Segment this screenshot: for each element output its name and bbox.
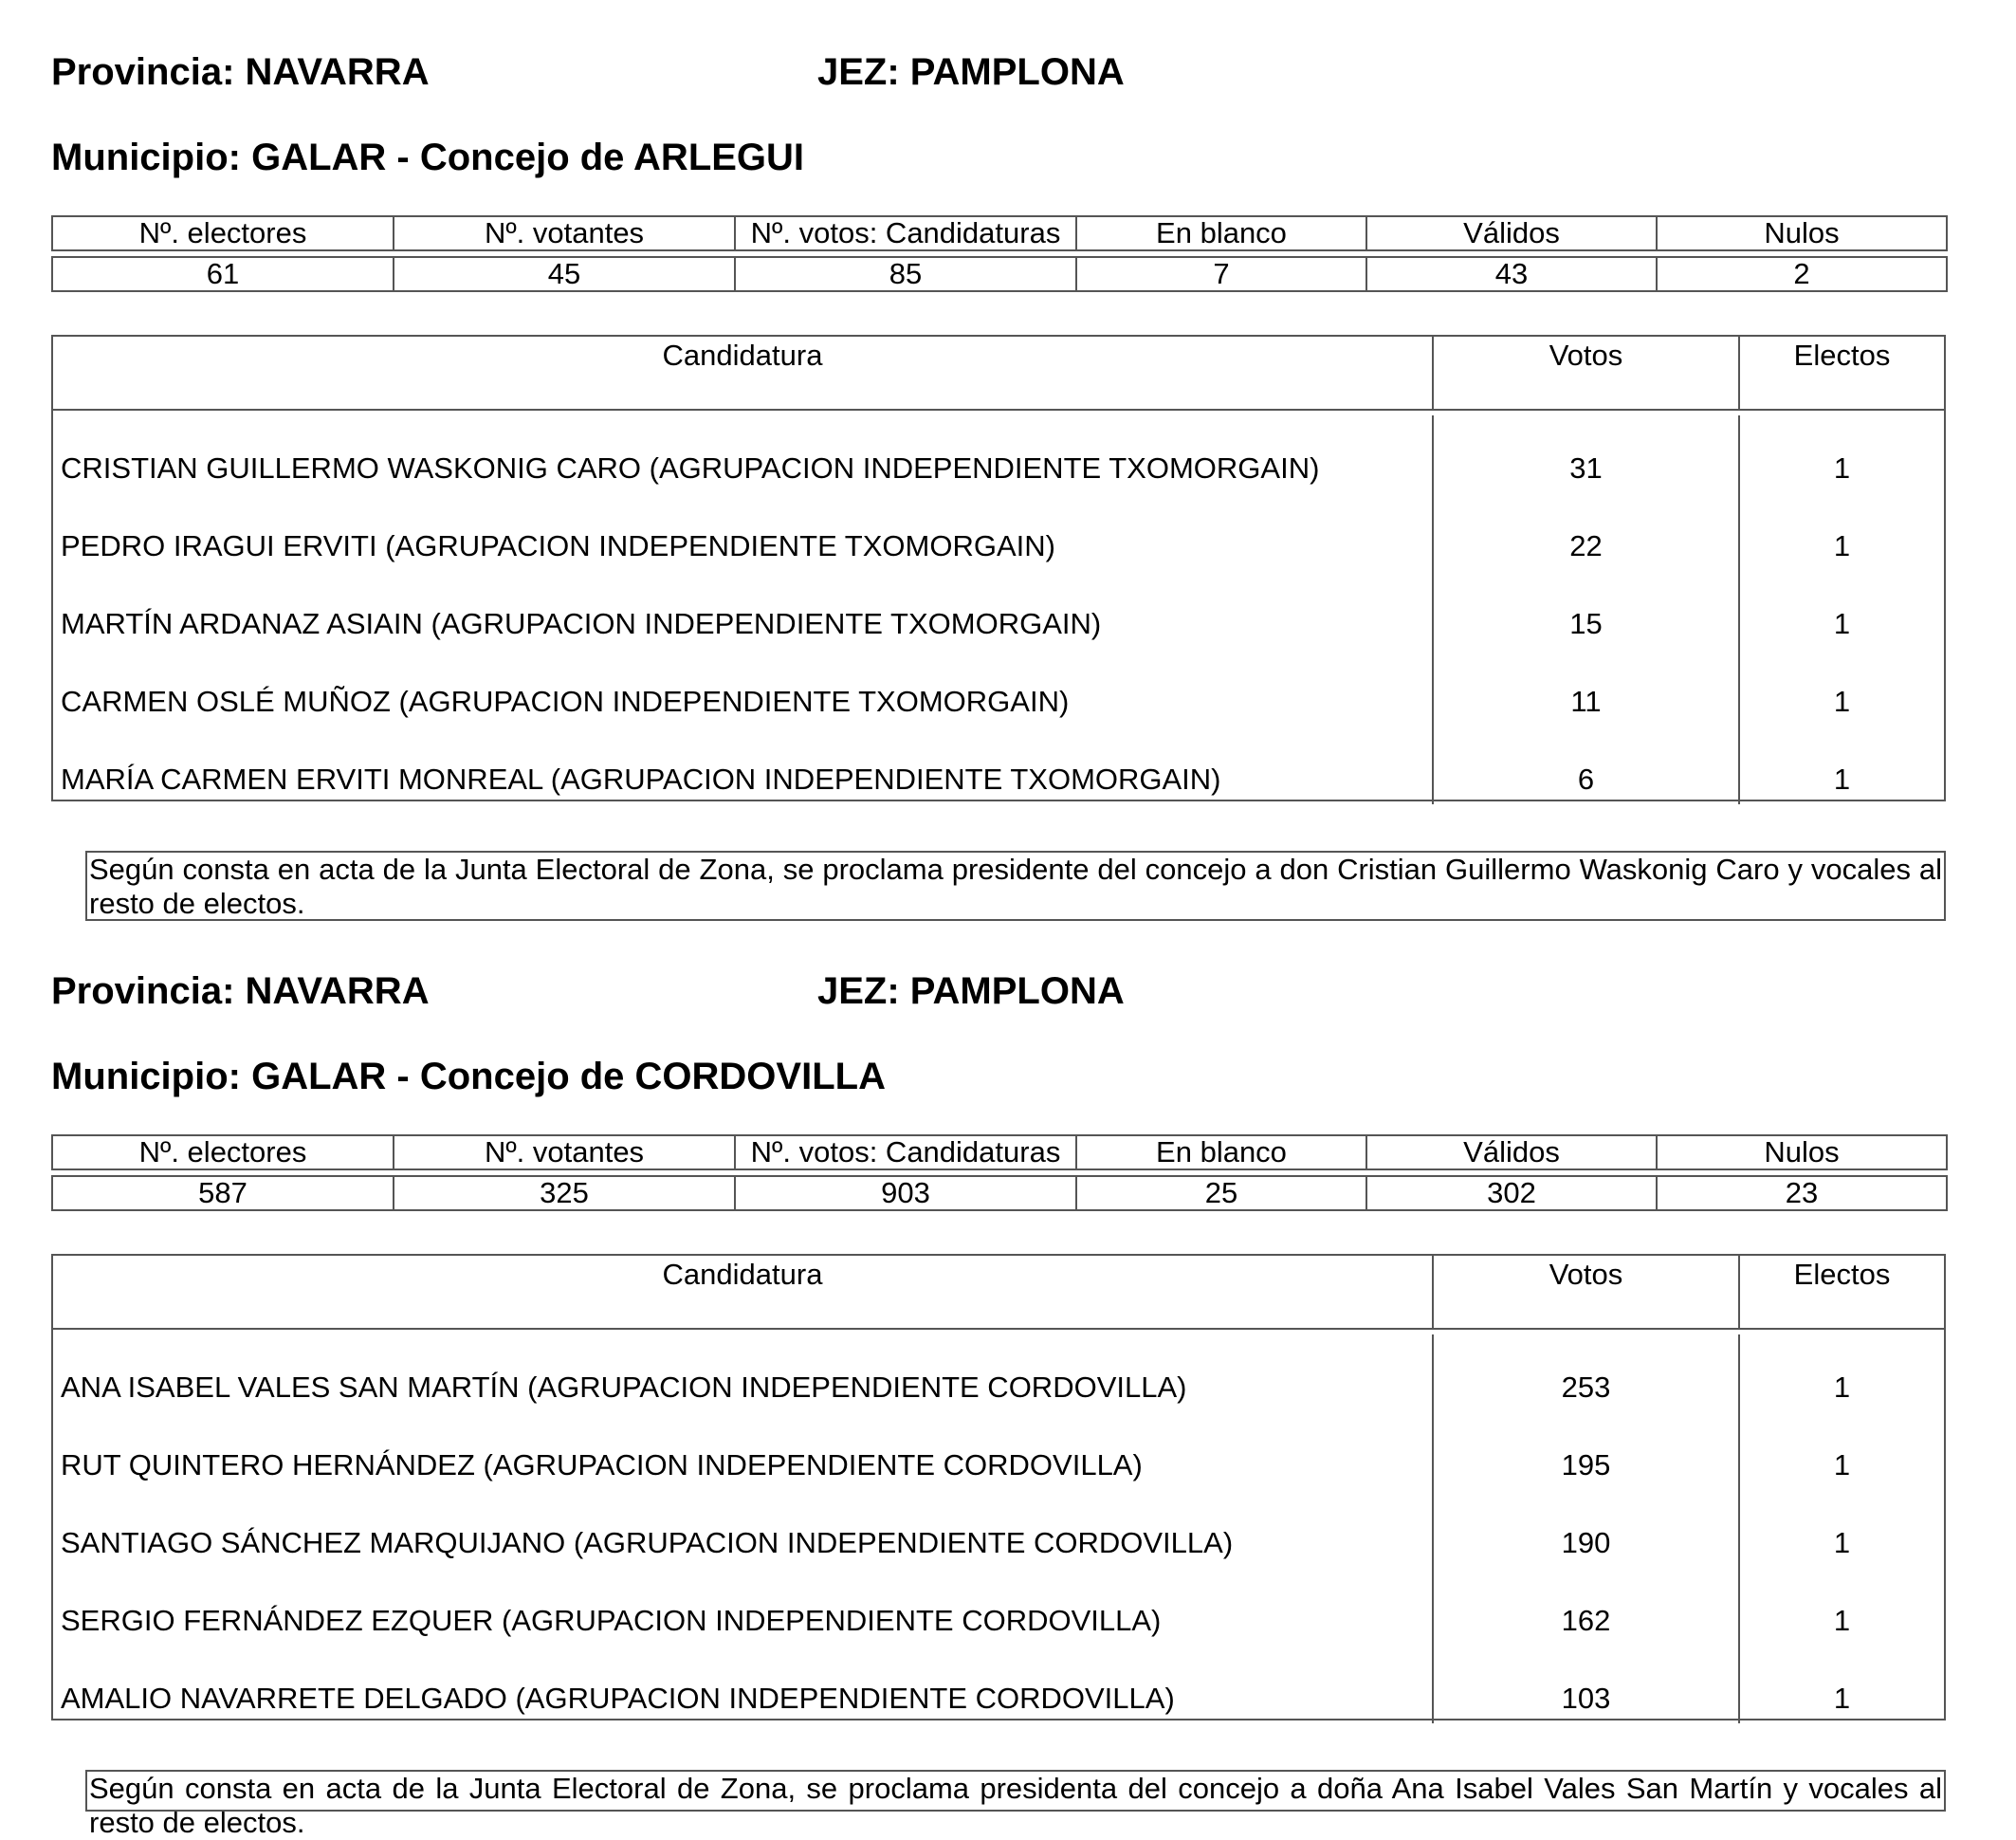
candidate-votes: 253 xyxy=(1434,1334,1740,1412)
candidate-elected: 1 xyxy=(1833,1604,1851,1637)
candidate-votes: 190 xyxy=(1434,1490,1740,1568)
table-row xyxy=(53,649,1944,727)
candidate-name: CRISTIAN GUILLERMO WASKONIG CARO (AGRUPACION INDEPENDIENTE TXOMORGAIN) xyxy=(53,415,1434,493)
proclamation-note: Según consta en acta de la Junta Electoral de Zona, se proclama presidenta del concejo a doña Ana Isabel Vales San Martín y vocales al resto de electos. xyxy=(85,1770,1946,1812)
candidate-elected: 1 xyxy=(1833,763,1851,796)
summary-header-cell: Válidos xyxy=(1366,1135,1657,1169)
provincia-label: Provincia: NAVARRA xyxy=(51,51,430,93)
col-votos: Votos xyxy=(1434,1256,1740,1328)
municipio-title: Municipio: GALAR - Concejo de CORDOVILLA xyxy=(51,1056,886,1097)
summary-header-cell: Válidos xyxy=(1366,216,1657,250)
summary-value-cell: 61 xyxy=(52,257,394,291)
candidates-table xyxy=(51,335,1946,801)
candidate-votes: 15 xyxy=(1434,571,1740,649)
candidate-elected: 1 xyxy=(1833,1682,1851,1715)
municipio-title: Municipio: GALAR - Concejo de ARLEGUI xyxy=(51,137,805,178)
summary-header-table xyxy=(51,215,1948,251)
col-candidatura: Candidatura xyxy=(53,1256,1434,1328)
summary-values-table xyxy=(51,1175,1948,1211)
candidate-name: PEDRO IRAGUI ERVITI (AGRUPACION INDEPENDIENTE TXOMORGAIN) xyxy=(53,493,1434,571)
summary-header-cell: Nº. electores xyxy=(52,1135,394,1169)
candidate-votes: 162 xyxy=(1434,1568,1740,1646)
summary-header-table xyxy=(51,1134,1948,1170)
summary-value-cell: 302 xyxy=(1366,1176,1657,1210)
candidate-name: RUT QUINTERO HERNÁNDEZ (AGRUPACION INDEPENDIENTE CORDOVILLA) xyxy=(53,1412,1434,1490)
candidate-elected: 1 xyxy=(1833,1371,1851,1404)
candidate-elected: 1 xyxy=(1833,1526,1851,1559)
candidate-name: ANA ISABEL VALES SAN MARTÍN (AGRUPACION INDEPENDIENTE CORDOVILLA) xyxy=(53,1334,1434,1412)
summary-value-cell: 7 xyxy=(1076,257,1366,291)
summary-header-cell: Nº. electores xyxy=(52,216,394,250)
table-row xyxy=(53,727,1944,804)
table-row xyxy=(53,571,1944,649)
table-row xyxy=(53,1646,1944,1723)
candidates-table xyxy=(51,1254,1946,1720)
summary-header-cell: En blanco xyxy=(1076,216,1366,250)
candidates-header-row xyxy=(53,337,1944,411)
provincia-label: Provincia: NAVARRA xyxy=(51,970,430,1012)
summary-value-cell: 325 xyxy=(394,1176,735,1210)
summary-header-cell: Nº. votos: Candidaturas xyxy=(735,216,1076,250)
jez-label: JEZ: PAMPLONA xyxy=(817,970,1125,1012)
candidate-elected: 1 xyxy=(1833,607,1851,640)
candidate-elected: 1 xyxy=(1833,1448,1851,1481)
candidate-votes: 103 xyxy=(1434,1646,1740,1723)
candidate-name: CARMEN OSLÉ MUÑOZ (AGRUPACION INDEPENDIENTE TXOMORGAIN) xyxy=(53,649,1434,727)
jez-label: JEZ: PAMPLONA xyxy=(817,51,1125,93)
candidate-name: MARÍA CARMEN ERVITI MONREAL (AGRUPACION INDEPENDIENTE TXOMORGAIN) xyxy=(53,727,1434,804)
col-votos: Votos xyxy=(1434,337,1740,409)
summary-value-cell: 903 xyxy=(735,1176,1076,1210)
table-row xyxy=(53,415,1944,493)
candidate-elected: 1 xyxy=(1833,685,1851,718)
candidate-votes: 195 xyxy=(1434,1412,1740,1490)
candidate-votes: 22 xyxy=(1434,493,1740,571)
summary-header-cell: Nulos xyxy=(1657,216,1947,250)
col-electos: Electos xyxy=(1793,1258,1891,1291)
summary-value-cell: 43 xyxy=(1366,257,1657,291)
candidate-name: MARTÍN ARDANAZ ASIAIN (AGRUPACION INDEPENDIENTE TXOMORGAIN) xyxy=(53,571,1434,649)
summary-header-cell: Nº. votantes xyxy=(394,216,735,250)
summary-value-cell: 23 xyxy=(1657,1176,1947,1210)
proclamation-note: Según consta en acta de la Junta Electoral de Zona, se proclama presidente del concejo a don Cristian Guillermo Waskonig Caro y vocales al resto de electos. xyxy=(85,851,1946,921)
candidate-name: AMALIO NAVARRETE DELGADO (AGRUPACION INDEPENDIENTE CORDOVILLA) xyxy=(53,1646,1434,1723)
summary-header-cell: Nº. votantes xyxy=(394,1135,735,1169)
table-row xyxy=(53,493,1944,571)
col-electos: Electos xyxy=(1793,339,1891,372)
candidates-header-row xyxy=(53,1256,1944,1330)
candidate-name: SERGIO FERNÁNDEZ EZQUER (AGRUPACION INDEPENDIENTE CORDOVILLA) xyxy=(53,1568,1434,1646)
summary-header-cell: Nulos xyxy=(1657,1135,1947,1169)
summary-value-cell: 25 xyxy=(1076,1176,1366,1210)
table-row xyxy=(53,1412,1944,1490)
candidate-name: SANTIAGO SÁNCHEZ MARQUIJANO (AGRUPACION INDEPENDIENTE CORDOVILLA) xyxy=(53,1490,1434,1568)
candidate-elected: 1 xyxy=(1833,529,1851,562)
summary-value-cell: 2 xyxy=(1657,257,1947,291)
candidate-votes: 11 xyxy=(1434,649,1740,727)
summary-values-table xyxy=(51,256,1948,292)
summary-value-cell: 85 xyxy=(735,257,1076,291)
table-row xyxy=(53,1568,1944,1646)
col-candidatura: Candidatura xyxy=(53,337,1434,409)
candidate-elected: 1 xyxy=(1833,451,1851,485)
summary-header-cell: Nº. votos: Candidaturas xyxy=(735,1135,1076,1169)
summary-value-cell: 587 xyxy=(52,1176,394,1210)
summary-header-cell: En blanco xyxy=(1076,1135,1366,1169)
table-row xyxy=(53,1490,1944,1568)
candidate-votes: 6 xyxy=(1434,727,1740,804)
table-row xyxy=(53,1334,1944,1412)
candidate-votes: 31 xyxy=(1434,415,1740,493)
summary-value-cell: 45 xyxy=(394,257,735,291)
